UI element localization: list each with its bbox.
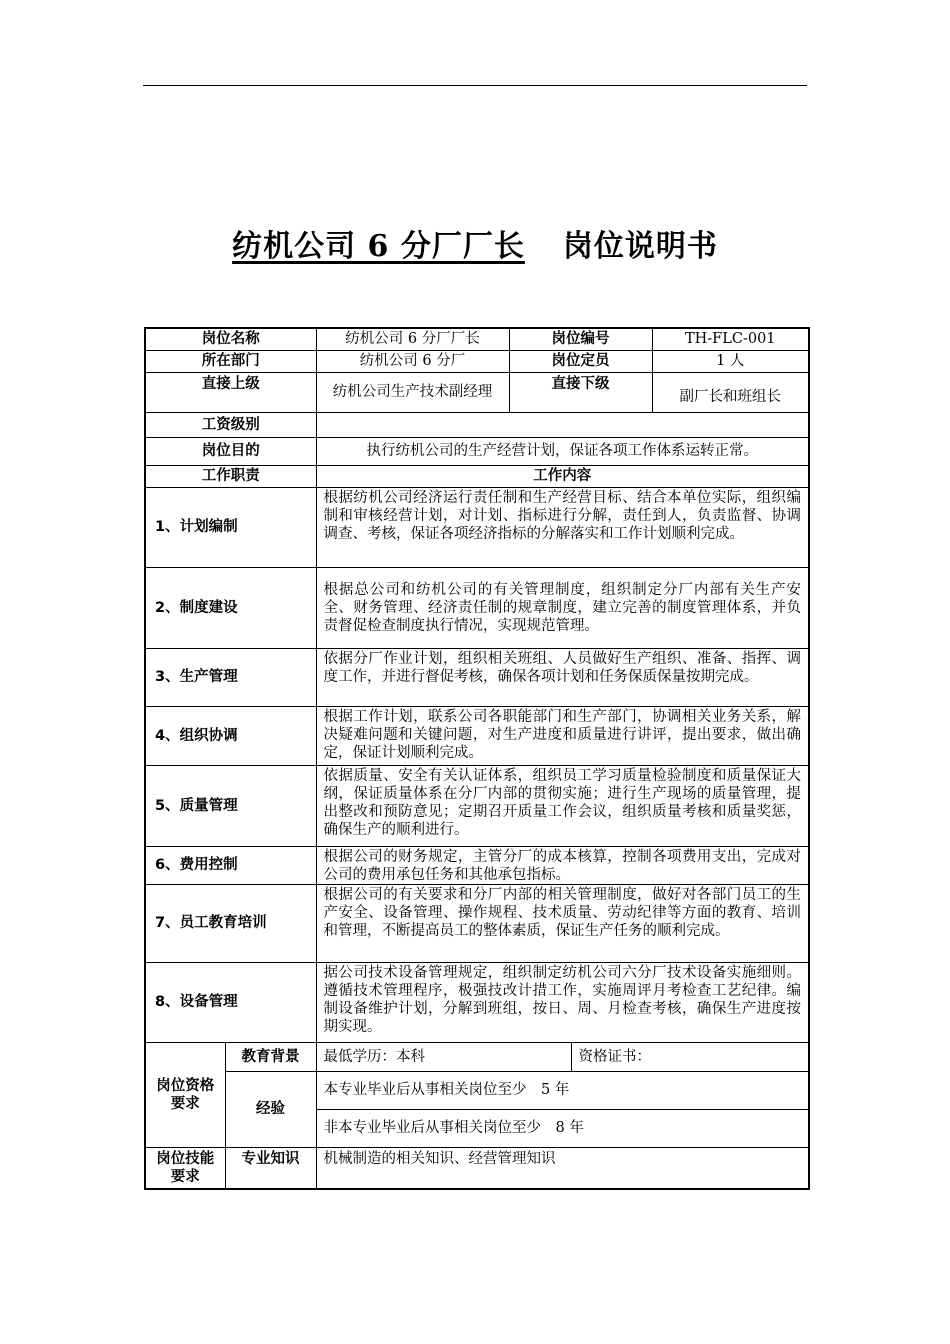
salary-label: 工资级别 bbox=[145, 412, 316, 437]
duty-name: 6、费用控制 bbox=[145, 846, 316, 884]
department-label: 所在部门 bbox=[145, 350, 316, 372]
post-name-value: 纺机公司 6 分厂厂长 bbox=[316, 328, 509, 350]
duty-row bbox=[145, 706, 809, 765]
department-value: 纺机公司 6 分厂 bbox=[316, 350, 509, 372]
duty-row bbox=[145, 648, 809, 706]
row-experience-same bbox=[145, 1071, 809, 1109]
duty-row bbox=[145, 567, 809, 648]
duty-name: 5、质量管理 bbox=[145, 765, 316, 846]
superior-value: 纺机公司生产技术副经理 bbox=[316, 372, 509, 412]
duty-content: 根据公司的有关要求和分厂内部的相关管理制度，做好对各部门员工的生产安全、设备管理、操作规程、技术质量、劳动纪律等方面的教育、培训和管理，不断提高员工的整体素质，保证生产任务的顺利完成。 bbox=[316, 884, 809, 962]
certificate-value: 资格证书： bbox=[571, 1042, 809, 1071]
qualification-group-label: 岗位资格要求 bbox=[145, 1042, 225, 1147]
experience-same-major: 本专业毕业后从事相关岗位至少 5 年 bbox=[316, 1071, 809, 1109]
row-duties-header bbox=[145, 465, 809, 487]
duty-row bbox=[145, 846, 809, 884]
education-value: 最低学历：本科 bbox=[316, 1042, 571, 1071]
title-post-name: 纺机公司 6 分厂厂长 bbox=[232, 229, 525, 264]
duty-content: 根据公司的财务规定，主管分厂的成本核算，控制各项费用支出，完成对公司的费用承包任务和其他承包指标。 bbox=[316, 846, 809, 884]
duty-content: 依据分厂作业计划，组织相关班组、人员做好生产组织、准备、指挥、调度工作，并进行督促考核，确保各项计划和任务保质保量按期完成。 bbox=[316, 648, 809, 706]
education-label: 教育背景 bbox=[225, 1042, 316, 1071]
knowledge-value: 机械制造的相关知识、经营管理知识 bbox=[316, 1147, 809, 1189]
duties-header-content: 工作内容 bbox=[316, 465, 809, 487]
row-superior bbox=[145, 372, 809, 412]
duty-content: 根据工作计划，联系公司各职能部门和生产部门，协调相关业务关系，解决疑难问题和关键问题，对生产进度和质量进行讲评，提出要求，做出确定，保证计划顺利完成。 bbox=[316, 706, 809, 765]
title-doc-type: 岗位说明书 bbox=[562, 229, 718, 264]
duty-name: 2、制度建设 bbox=[145, 567, 316, 648]
subordinate-value: 副厂长和班组长 bbox=[652, 372, 809, 412]
job-description-table bbox=[144, 327, 810, 1190]
duty-row bbox=[145, 487, 809, 567]
duty-name: 3、生产管理 bbox=[145, 648, 316, 706]
superior-label: 直接上级 bbox=[145, 372, 316, 412]
row-knowledge bbox=[145, 1147, 809, 1189]
page-title bbox=[0, 221, 950, 265]
duty-row bbox=[145, 962, 809, 1042]
row-post-name bbox=[145, 328, 809, 350]
subordinate-label: 直接下级 bbox=[509, 372, 652, 412]
duty-content: 据公司技术设备管理规定，组织制定纺机公司六分厂技术设备实施细则。遵循技术管理程序，极强技改计措工作，实施周评月考检查工艺纪律。编制设备维护计划，分解到班组，按日、周、月检查考核，确保生产进度按期实现。 bbox=[316, 962, 809, 1042]
duty-name: 8、设备管理 bbox=[145, 962, 316, 1042]
duty-name: 1、计划编制 bbox=[145, 487, 316, 567]
post-name-label: 岗位名称 bbox=[145, 328, 316, 350]
duty-row bbox=[145, 884, 809, 962]
salary-value bbox=[316, 412, 809, 437]
experience-other-major: 非本专业毕业后从事相关岗位至少 8 年 bbox=[316, 1109, 809, 1147]
duty-row bbox=[145, 765, 809, 846]
duty-name: 4、组织协调 bbox=[145, 706, 316, 765]
knowledge-label: 专业知识 bbox=[225, 1147, 316, 1189]
row-salary bbox=[145, 412, 809, 437]
row-department bbox=[145, 350, 809, 372]
headcount-label: 岗位定员 bbox=[509, 350, 652, 372]
headcount-value: 1 人 bbox=[652, 350, 809, 372]
skills-group-label: 岗位技能要求 bbox=[145, 1147, 225, 1189]
post-code-label: 岗位编号 bbox=[509, 328, 652, 350]
duty-name: 7、员工教育培训 bbox=[145, 884, 316, 962]
purpose-value: 执行纺机公司的生产经营计划，保证各项工作体系运转正常。 bbox=[316, 437, 809, 465]
post-code-value: TH-FLC-001 bbox=[652, 328, 809, 350]
purpose-label: 岗位目的 bbox=[145, 437, 316, 465]
duty-content: 根据纺机公司经济运行责任制和生产经营目标、结合本单位实际，组织编制和审核经营计划，对计划、指标进行分解，责任到人，负责监督、协调调查、考核，保证各项经济指标的分解落实和工作计划顺利完成。 bbox=[316, 487, 809, 567]
row-purpose bbox=[145, 437, 809, 465]
duty-content: 根据总公司和纺机公司的有关管理制度，组织制定分厂内部有关生产安全、财务管理、经济责任制的规章制度，建立完善的制度管理体系，并负责督促检查制度执行情况，实现规范管理。 bbox=[316, 567, 809, 648]
duties-header-label: 工作职责 bbox=[145, 465, 316, 487]
duty-content: 依据质量、安全有关认证体系，组织员工学习质量检验制度和质量保证大纲，保证质量体系在分厂内部的贯彻实施；进行生产现场的质量管理，提出整改和预防意见；定期召开质量工作会议，组织质量考核和质量奖惩，确保生产的顺利进行。 bbox=[316, 765, 809, 846]
experience-label: 经验 bbox=[225, 1071, 316, 1147]
row-education bbox=[145, 1042, 809, 1071]
header-rule bbox=[143, 85, 807, 86]
